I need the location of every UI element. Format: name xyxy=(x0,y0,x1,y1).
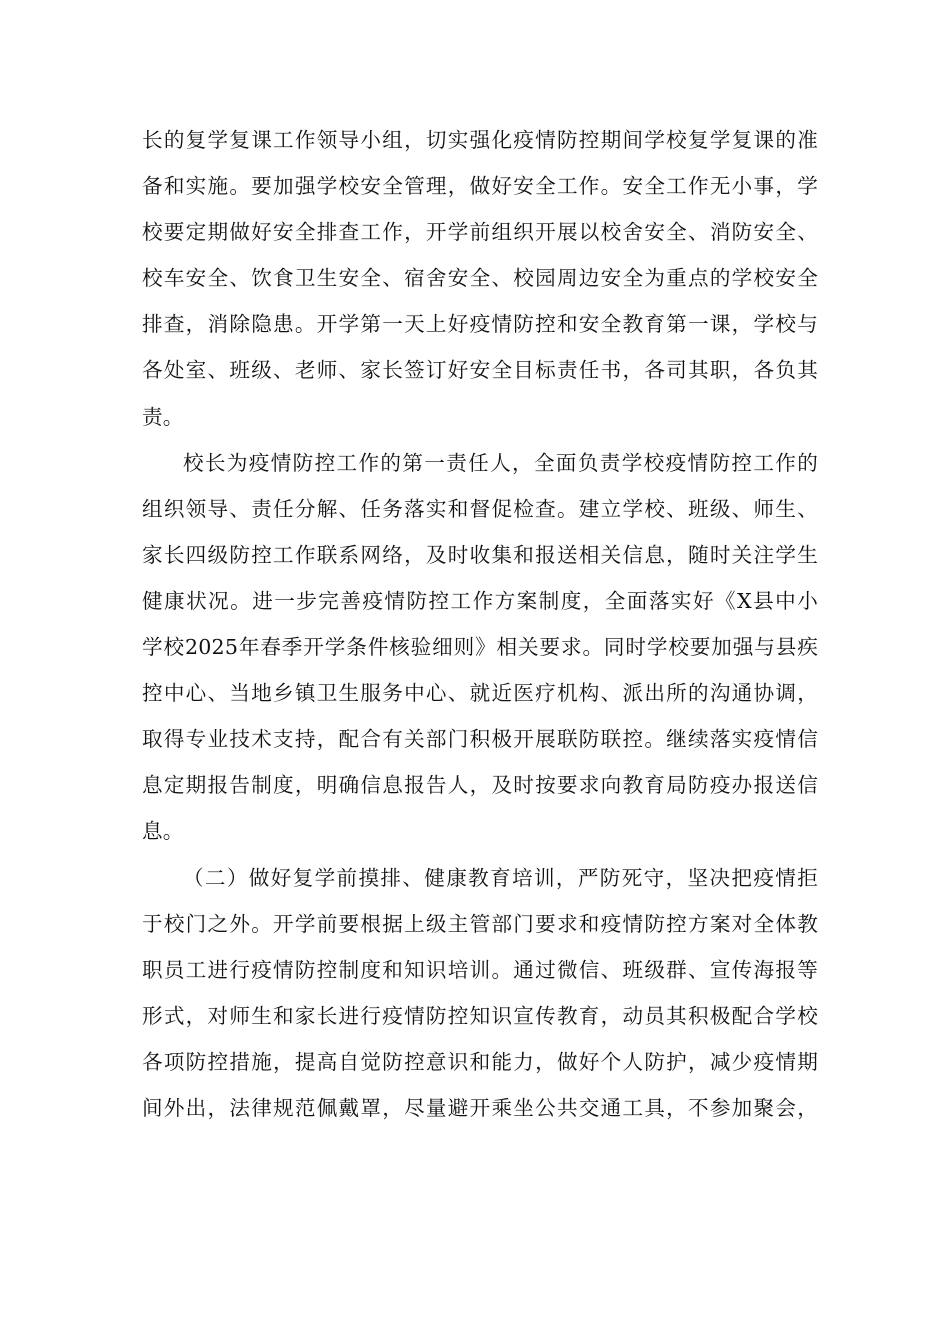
text-line: 责。 xyxy=(142,404,184,429)
text-line: 学校2025年春季开学条件核验细则》相关要求。同时学校要加强与县疾 xyxy=(142,635,818,660)
text-line: 息。 xyxy=(142,819,184,844)
text-line: 排查，消除隐患。开学第一天上好疫情防控和安全教育第一课，学校与 xyxy=(142,312,818,337)
text-line: 组织领导、责任分解、任务落实和督促检查。建立学校、班级、师生、 xyxy=(142,496,818,521)
paragraph-2 xyxy=(142,440,818,855)
text-line: 家长四级防控工作联系网络，及时收集和报送相关信息，随时关注学生 xyxy=(142,542,818,567)
text-line: 长的复学复课工作领导小组，切实强化疫情防控期间学校复学复课的准 xyxy=(142,128,818,152)
text-line: 各处室、班级、老师、家长签订好安全目标责任书，各司其职，各负其 xyxy=(142,358,818,383)
document-body xyxy=(142,117,818,1131)
text-line: 职员工进行疫情防控制度和知识培训。通过微信、班级群、宣传海报等 xyxy=(142,957,818,982)
text-line: （二）做好复学前摸排、健康教育培训，严防死守，坚决把疫情拒 xyxy=(183,865,818,890)
text-line: 备和实施。要加强学校安全管理，做好安全工作。安全工作无小事，学 xyxy=(142,174,818,199)
text-line: 健康状况。进一步完善疫情防控工作方案制度，全面落实好《X县中小 xyxy=(142,588,818,613)
text-line: 各项防控措施，提高自觉防控意识和能力，做好个人防护，减少疫情期 xyxy=(142,1049,818,1074)
text-line: 校车安全、饮食卫生安全、宿舍安全、校园周边安全为重点的学校安全 xyxy=(142,266,818,291)
text-line: 校长为疫情防控工作的第一责任人，全面负责学校疫情防控工作的 xyxy=(183,450,818,475)
paragraph-3 xyxy=(142,855,818,1132)
text-line: 息定期报告制度，明确信息报告人，及时按要求向教育局防疫办报送信 xyxy=(142,773,818,798)
text-line: 控中心、当地乡镇卫生服务中心、就近医疗机构、派出所的沟通协调， xyxy=(142,681,818,706)
text-line: 校要定期做好安全排查工作，开学前组织开展以校舍安全、消防安全、 xyxy=(142,220,818,245)
text-line: 形式，对师生和家长进行疫情防控知识宣传教育，动员其积极配合学校 xyxy=(142,1003,818,1028)
text-line: 取得专业技术支持，配合有关部门积极开展联防联控。继续落实疫情信 xyxy=(142,727,818,752)
text-line: 于校门之外。开学前要根据上级主管部门要求和疫情防控方案对全体教 xyxy=(142,911,818,936)
paragraph-1 xyxy=(142,117,818,440)
text-line: 间外出，法律规范佩戴罩，尽量避开乘坐公共交通工具，不参加聚会， xyxy=(142,1095,818,1120)
